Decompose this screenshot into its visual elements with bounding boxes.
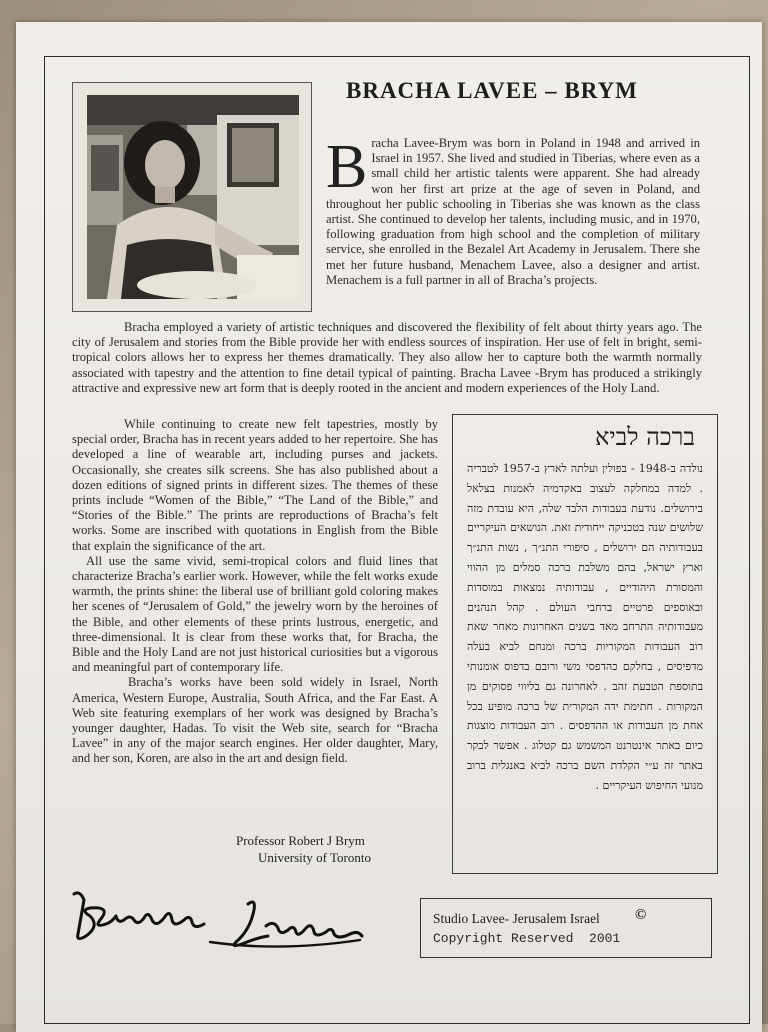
- paragraph-sales: Bracha’s works have been sold widely in Israel, North America, Western Europe, Australia, South Africa, and the Far East. A Web site featuring exemplars of her work was designed by Bracha’s younger daughter, Hadas. To visit the Web site, search for “Bracha Lavee” in any of the major search engines. Her older daughter, Mary, and her son, Koren, are also in the art and design field.: [72, 675, 438, 766]
- intro-text: racha Lavee-Brym was born in Poland in 1948 and arrived in Israel in 1957. She lived and studied in Tiberias, where even as a small child her artistic talents were apparent. She had already won her first art prize at the age of seven in Poland, and throughout her public schooling in Tiberias she was known as the class artist. She continued to develop her talents, including music, and in 1970, following graduation from high school and the completion of military service, she enrolled in the Bezalel Art Academy in Jerusalem. There she met her future husband, Menachem Lavee, also a designer and artist. Menachem is a full partner in all of Bracha’s projects.: [326, 136, 700, 287]
- author-credit: [236, 832, 436, 866]
- intro-paragraph: [326, 133, 700, 288]
- handwritten-signature: [60, 880, 380, 960]
- artist-photo: [87, 95, 299, 299]
- author-name: Professor Robert J Brym: [236, 833, 365, 848]
- author-affiliation: University of Toronto: [258, 850, 371, 865]
- paragraph-repertoire: While continuing to create new felt tapestries, mostly by special order, Bracha has in recent years added to her repertoire. She has developed a line of wearable art, including purses and jackets. Occasionally, she creates silk screens. She has also published about a dozen editions of signed prints in different sizes. The themes of these prints include “Women of the Bible,” “The Land of the Bible,” and “Stories of the Bible.” The prints are reproductions of Bracha’s felt works. Some are inscribed with quotations in English from the Bible that explain the significance of the art.: [72, 417, 438, 553]
- artist-photo-frame: [72, 82, 312, 312]
- paragraph-colors: All use the same vivid, semi-tropical colors and fluid lines that characterize Bracha’s earlier work. However, while the felt works exude warmth, the prints shine: the liberal use of brilliant gold coloring makes her scenes of “Jerusalem of Gold,” the jewelry worn by the heroines of the Bible, and other elements of these prints lustrous, energetic, and three-dimensional. It is clear from these works that, for Bracha, the Bible and the Holy Land are not just historical curiosities but a vigorous and meaningful part of contemporary life.: [72, 553, 438, 675]
- hebrew-title: ברכה לביא: [594, 423, 695, 451]
- copyright-icon: ©: [635, 907, 647, 923]
- left-column: [72, 417, 438, 767]
- page-title: BRACHA LAVEE – BRYM: [346, 78, 638, 103]
- paragraph-techniques: Bracha employed a variety of artistic techniques and discovered the flexibility of felt about thirty years ago. The city of Jerusalem and stories from the Bible provide her with endless sources of inspiration. Her use of felt in bright, semi-tropical colors allows her to express her themes dramatically. They also allow her to capture both the warmth normally associated with tapestry and the attention to fine detail typical of painting. Bracha Lavee -Brym has produced a strikingly attractive and expressive new art form that is deeply rooted in the ancient and modern experiences of the Holy Land.: [72, 320, 702, 395]
- hebrew-text: נולדה ב-1948 - בפולין ועלתה לארץ ב-1957 לטבריה . למדה במחלקה לעצוב באקדמיה לאמנות בצלאל בירושלים. נודעת בעבודות הלבד שלה, היא עובדת מזה שלושים שנה בטכניקה ייחודית זאת. הנושאים העיקריים בעבודותיה הם ירושלים , סיפורי התנ״ך , נשות התנ״ך וארץ ישראל, בהם משלבת ברכה סמלים מן ההווי והמסורת היהודיים , עבודותיה נמצאות במוסדות ובאוספים פרטיים ברחבי העולם . קהל הנהנים מעבודותיה התרחב מאד בשנים האחרונות מאחר שאת רוב העבודות המקוריות ברכה ומנחם לביא בעלה מדפיסים , בחלקם כהדפסי משי ורובם בדפוס אומנותי בתוספת הטבעת זהב . לאחרונה גם בליווי פסוקים מן המקורות . חתימת ידה המקורית של ברכה מופיע בכל אחת מן העבודות או ההדפסים . רוב העבודות מוצגות כיום באתר אינטרנט המשמש גם קטלוג . אפשר לבקר באתר זה ע״י הקלדת השם ברכה לביא באנגלית ברוב מנועי החיפוש העיקריים .: [467, 462, 704, 792]
- studio-name: Studio Lavee- Jerusalem Israel: [433, 911, 600, 926]
- copyright-text: Copyright Reserved 2001: [433, 931, 621, 946]
- studio-copyright-box: [420, 898, 712, 958]
- drop-cap: B: [326, 133, 368, 201]
- hebrew-summary-box: [452, 414, 718, 874]
